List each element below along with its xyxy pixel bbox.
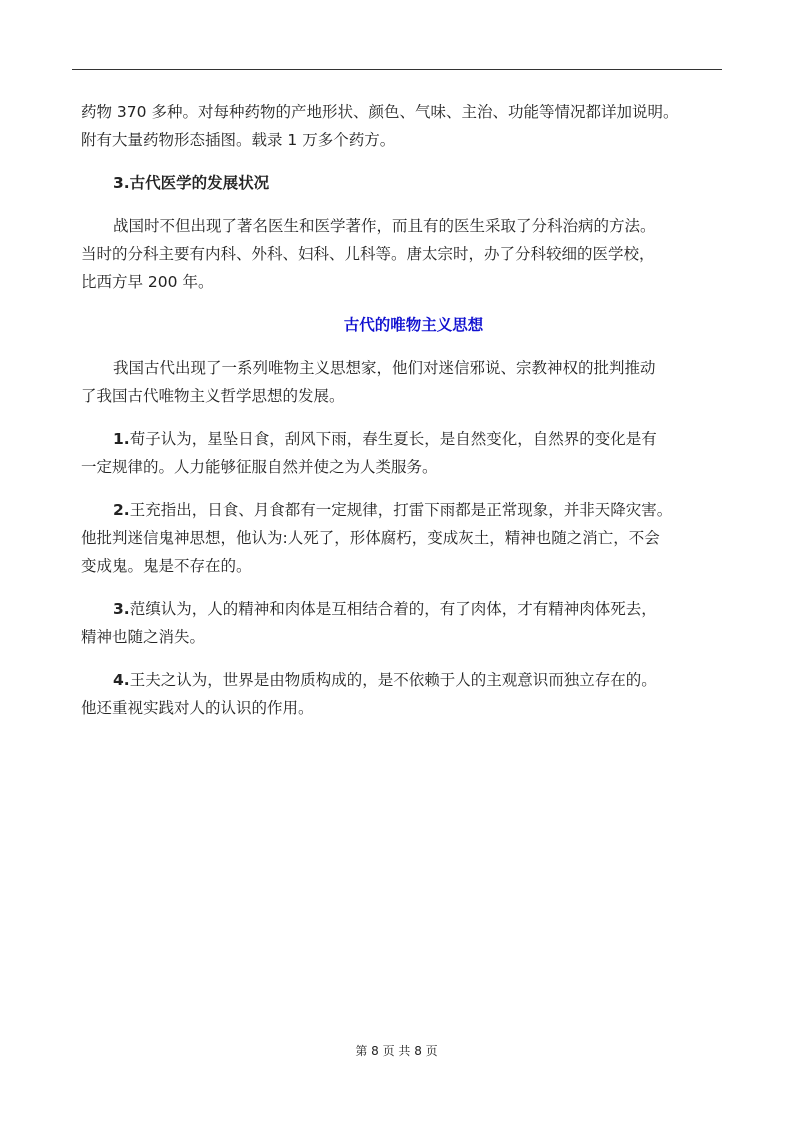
- text-line: [81, 595, 726, 623]
- section-heading-medicine: 3.古代医学的发展状况: [113, 174, 270, 192]
- item-number: 4.: [113, 671, 130, 689]
- text-line: 变成鬼。鬼是不存在的。: [81, 557, 252, 575]
- text-line: 比西方早 200 年。: [81, 273, 214, 291]
- text-line: 精神也随之消失。: [81, 628, 206, 646]
- paragraph-xunzi: [81, 425, 726, 481]
- paragraph-materialism-intro: [81, 354, 726, 410]
- paragraph-fanzhen: [81, 595, 726, 651]
- line-text: 范缜认为，人的精神和肉体是互相结合着的，有了肉体，才有精神肉体死去，: [129, 600, 657, 618]
- item-number: 1.: [113, 430, 130, 448]
- section-title-materialism: 古代的唯物主义思想: [343, 316, 484, 334]
- paragraph-wangchong: [81, 496, 726, 580]
- paragraph-medicine-development: [81, 212, 726, 296]
- text-line: 当时的分科主要有内科、外科、妇科、儿科等。唐太宗时，办了分科较细的医学校，: [81, 245, 655, 263]
- text-line: 他批判迷信鬼神思想，他认为:人死了，形体腐朽，变成灰土，精神也随之消亡，不会: [81, 529, 660, 547]
- line-text: 王充指出，日食、月食都有一定规律，打雷下雨都是正常现象，并非天降灾害。: [129, 501, 673, 519]
- text-line: 他还重视实践对人的认识的作用。: [81, 699, 314, 717]
- header-rule: [72, 69, 722, 70]
- page-footer: 第 8 页 共 8 页: [355, 1044, 438, 1058]
- text-line: [81, 496, 726, 524]
- text-line: 了我国古代唯物主义哲学思想的发展。: [81, 387, 345, 405]
- line-text: 荀子认为，星坠日食，刮风下雨，春生夏长，是自然变化，自然界的变化是有: [129, 430, 657, 448]
- text-line: 附有大量药物形态插图。载录 1 万多个药方。: [81, 131, 396, 149]
- paragraph-wangfuzhi: [81, 666, 726, 722]
- page-content: [81, 98, 726, 737]
- text-line: 药物 370 多种。对每种药物的产地形状、颜色、气味、主治、功能等情况都详加说明。: [81, 103, 679, 121]
- text-line: 战国时不但出现了著名医生和医学著作，而且有的医生采取了分科治病的方法。: [113, 217, 656, 235]
- item-number: 2.: [113, 501, 130, 519]
- text-line: 我国古代出现了一系列唯物主义思想家，他们对迷信邪说、宗教神权的批判推动: [113, 359, 656, 377]
- text-line: [81, 666, 726, 694]
- item-number: 3.: [113, 600, 130, 618]
- text-line: [81, 425, 726, 453]
- paragraph-medicine-book: [81, 98, 726, 154]
- line-text: 王夫之认为，世界是由物质构成的，是不依赖于人的主观意识而独立存在的。: [129, 671, 657, 689]
- text-line: 一定规律的。人力能够征服自然并使之为人类服务。: [81, 458, 438, 476]
